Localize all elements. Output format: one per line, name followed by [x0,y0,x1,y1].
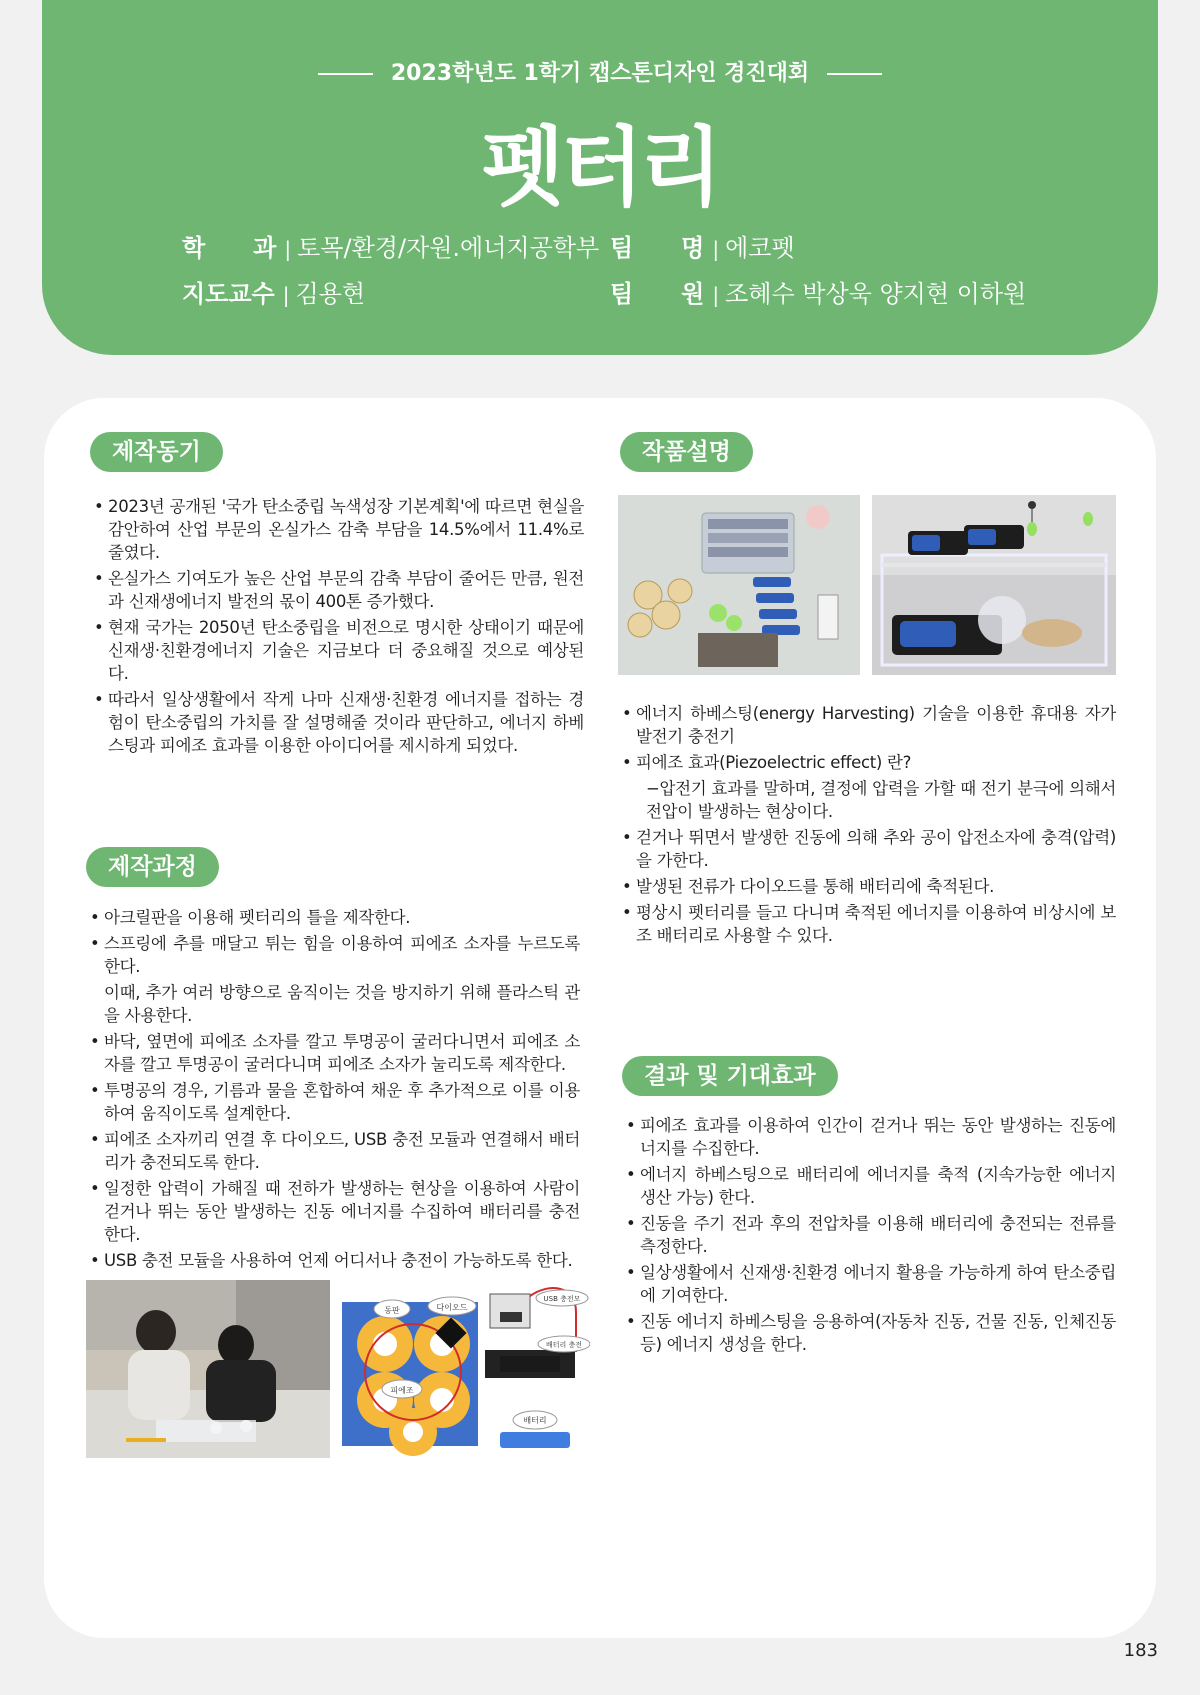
list-item: • 일상생활에서 신재생·친환경 에너지 활용을 가능하게 하여 탄소중립에 기여한다. [626,1261,1116,1307]
process-list [90,906,580,1275]
page-number: 183 [1123,1640,1158,1661]
list-item: • 투명공의 경우, 기름과 물을 혼합하여 채운 후 추가적으로 이를 이용하여 움직이도록 설계한다. [90,1079,580,1125]
assembly-photo [86,1280,330,1458]
project-title: 펫터리 [481,118,719,218]
event-text: 2023학년도 1학기 캡스톤디자인 경진대회 [390,61,810,86]
members-label: 팀 원 [610,280,705,308]
results-list [626,1114,1116,1359]
list-item: • 에너지 하베스팅으로 배터리에 에너지를 축적 (지속가능한 에너지 생산 가능) 한다. [626,1163,1116,1209]
members-value: 조혜수 박상욱 양지현 이하원 [725,280,1027,308]
event-title [0,56,1200,87]
list-item: • 따라서 일상생활에서 작게 나마 신재생·친환경 에너지를 접하는 경험이 탄소중립의 가치를 잘 설명해줄 것이라 판단하고, 에너지 하베스팅과 피에조 효과를 이용한 아이디어를 제시하게 되었다. [94,688,584,757]
list-item: • 걷거나 뛰면서 발생한 진동에 의해 추와 공이 압전소자에 충격(압력)을 가한다. [622,826,1116,872]
list-item: • 평상시 펫터리를 들고 다니며 축적된 에너지를 이용하여 비상시에 보조 배터리로 사용할 수 있다. [622,901,1116,947]
circuit-diagram [340,1282,590,1460]
divider-left [318,73,373,75]
components-photo [618,495,860,675]
list-item: • 진동을 주기 전과 후의 전압차를 이용해 배터리에 충전되는 전류를 측정한다. [626,1212,1116,1258]
section-title-results: 결과 및 기대효과 [622,1056,838,1096]
battery-label: 배터리 [523,1416,547,1425]
dept-row: 학 과 | 토목/환경/자원.에너지공학부 [182,228,599,263]
battery-charge-label: 배터리 충전 [545,1341,583,1349]
section-title-motivation: 제작동기 [90,432,223,472]
diode-label: 다이오드 [436,1303,468,1312]
team-name-row: 팀 명 | 에코펫 [610,228,795,263]
list-item: • 진동 에너지 하베스팅을 응용하여(자동차 진동, 건물 진동, 인체진동 등) 에너지 생성을 한다. [626,1310,1116,1356]
usb-label: USB 충전모 [543,1295,581,1303]
copper-label: 동판 [384,1306,400,1315]
dept-label: 학 과 [182,234,277,262]
list-item: • 피에조 효과(Piezoelectric effect) 란? [622,751,1116,774]
dept-value: 토목/환경/자원.에너지공학부 [297,234,600,262]
list-item: • 에너지 하베스팅(energy Harvesting) 기술을 이용한 휴대용 자가발전기 충전기 [622,702,1116,748]
advisor-label: 지도교수 [182,280,275,308]
list-item: • 온실가스 기여도가 높은 산업 부문의 감축 부담이 줄어든 만큼, 원전과 신재생에너지 발전의 몫이 400톤 증가했다. [94,567,584,613]
prototype-photo [872,495,1116,675]
description-list [622,702,1116,950]
divider-right [827,73,882,75]
list-item: • 일정한 압력이 가해질 때 전하가 발생하는 현상을 이용하여 사람이 걷거나 뛰는 동안 발생하는 진동 에너지를 수집하여 배터리를 충전한다. [90,1177,580,1246]
list-item: • 발생된 전류가 다이오드를 통해 배터리에 축적된다. [622,875,1116,898]
list-item: • USB 충전 모듈을 사용하여 언제 어디서나 충전이 가능하도록 한다. [90,1249,580,1272]
advisor-row: 지도교수 | 김용현 [182,274,365,309]
team-name-label: 팀 명 [610,234,705,262]
advisor-value: 김용현 [295,280,366,308]
list-item: • 스프링에 추를 매달고 튀는 힘을 이용하여 피에조 소자를 누르도록 한다. [90,932,580,978]
members-row: 팀 원 | 조혜수 박상욱 양지현 이하원 [610,274,1026,309]
list-item: • 아크릴판을 이용해 펫터리의 틀을 제작한다. [90,906,580,929]
list-item: • 피에조 효과를 이용하여 인간이 걷거나 뛰는 동안 발생하는 진동에너지를 수집한다. [626,1114,1116,1160]
list-item: −압전기 효과를 말하며, 결정에 압력을 가할 때 전기 분극에 의해서 전압이 발생하는 현상이다. [646,779,1116,821]
piezo-label: 피에조 [390,1386,414,1395]
section-title-process: 제작과정 [86,847,219,887]
motivation-list [94,495,584,760]
list-item: • 바닥, 옆면에 피에조 소자를 깔고 투명공이 굴러다니면서 피에조 소자를 깔고 투명공이 굴러다니며 피에조 소자가 눌리도록 제작한다. [90,1030,580,1076]
team-name-value: 에코펫 [725,234,795,262]
list-item: • 2023년 공개된 '국가 탄소중립 녹색성장 기본계획'에 따르면 현실을 감안하여 산업 부문의 온실가스 감축 부담을 14.5%에서 11.4%로 줄였다. [94,495,584,564]
list-item: • 현재 국가는 2050년 탄소중립을 비전으로 명시한 상태이기 때문에 신재생·친환경에너지 기술은 지금보다 더 중요해질 것으로 예상된다. [94,616,584,685]
list-item: • 피에조 소자끼리 연결 후 다이오드, USB 충전 모듈과 연결해서 배터리가 충전되도록 한다. [90,1128,580,1174]
section-title-description: 작품설명 [620,432,753,472]
list-item: 이때, 추가 여러 방향으로 움직이는 것을 방지하기 위해 플라스틱 관을 사용한다. [104,983,580,1025]
